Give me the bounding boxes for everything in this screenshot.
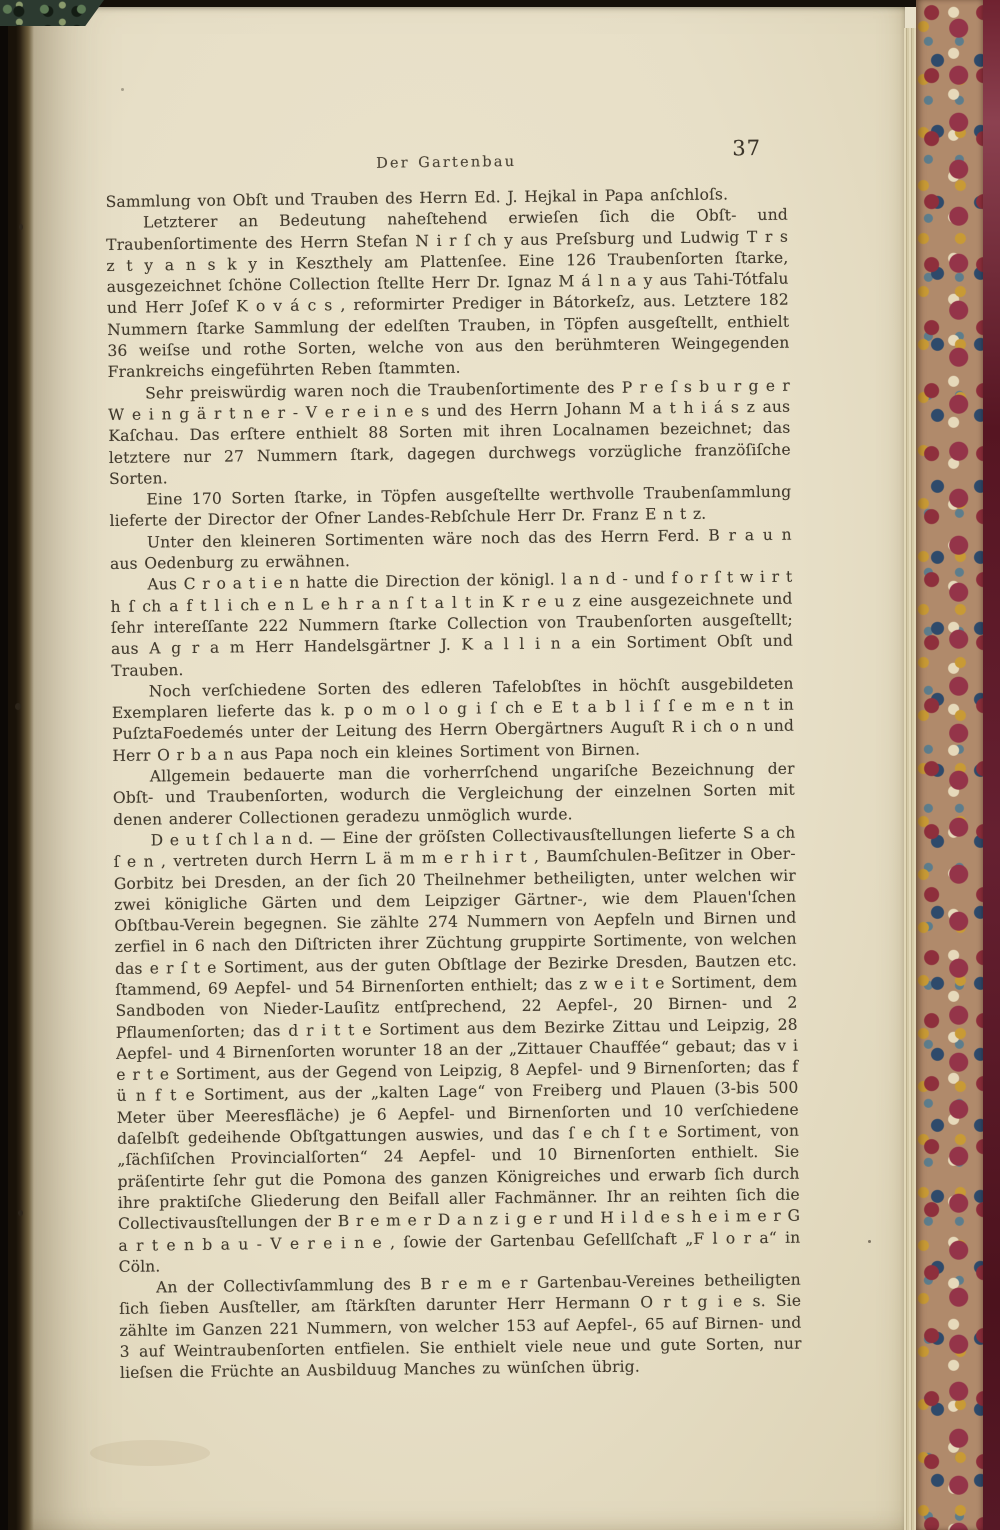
paragraph: D e u t ſ ch l a n d. — Eine der gröſsten Collectivausſtellungen lieferte S a ch ſ e n , vertreten durch Herrn L ä m m e r h i r t , Baumſchulen-Beſitzer in Ober-Gorbitz bei Dresden, an der ſich 20 Theilnehmer betheiligten, unter welchen wir zwei königliche Gärten und dem Leipziger Gärtner-, wie dem Plauen'ſchen Obſtbau-Verein begegnen. Sie zählte 274 Nummern von Aepfeln und Birnen und zerfiel in 6 nach den Diſtricten ihrer Züchtung gruppirte Sortimente, von welchen das e r ſ t e Sortiment, aus der guten Obſtlage der Bezirke Dresden, Bautzen etc. ſtammend, 69 Aepfel- und 54 Birnenſorten enthielt; das z w e i t e Sortiment, dem Sandboden von Nieder-Lauſitz entſprechend, 22 Aepfel-, 20 Birnen- und 2 Pflaumenſorten; das d r i t t e Sortiment aus dem Bezirke Zittau und Leipzig, 28 Aepfel- und 4 Birnenſorten worunter 18 an der „Zittauer Chauffée“ gebaut; das v i e r t e Sortiment, aus der Gegend von Leipzig, 8 Aepfel- und 9 Birnenſorten; das f ü n f t e Sortiment, aus der „kalten Lage“ von Freiberg und Plauen (3-bis 500 Meter über Meeresfläche) je 6 Aepfel- und Birnenſorten und 10 verſchiedene daſelbſt gedeihende Obſtgattungen auswies, und das ſ e ch ſ t e Sortiment, von „ſächſiſchen Provincialſorten“ 24 Aepfel- und 10 Birnenſorten enthielt. Sie präſentirte ſehr gut die Pomona des ganzen Königreiches und erwarb ſich durch ihre praktiſche Gliederung den Beifall aller Fachmänner. Ihr an reihten ſich die Collectivausſtellungen der B r e m e r D a n z i g e r und H i l d e s h e i m e r G a r t e n b a u - V e r e i n e , ſowie der Gartenbau Geſellſchaft „F l o r a“ in Cöln. — [113, 823, 801, 1276]
ink-speck — [15, 703, 21, 710]
ink-speck — [18, 1210, 23, 1216]
paper-stain — [90, 1440, 210, 1466]
paragraph: An der Collectivſammlung des B r e m e r Gartenbau-Vereines betheiligten ſich ſieben Ausſteller, am ſtärkſten darunter Herr Hermann O r t g i e s. Sie zählte im Ganzen 221 Nummern, von welcher 153 auf Aepfel-, 65 auf Birnen- und 3 auf Weintraubenſorten entfielen. Sie enthielt viele neue und gute Sorten, nur lieſsen die Früchte an Ausbilduug Manches zu wünſchen übrig. — [119, 1270, 802, 1383]
paragraph: Letzterer an Bedeutung naheſtehend erwieſen ſich die Obſt- und Traubenſortimente des Herrn Stefan N i r ſ ch y aus Preſsburg und Ludwig T r s z t y a n s k y in Keszthely am Plattenſee. Eine 126 Traubenſorten ſtarke, ausgezeichnet ſchöne Collection ſtellte Herr Dr. Ignaz M á l n a y aus Tahi-Tótfalu und Herr Joſef K o v á c s , reformirter Prediger in Bátorkeſz, aus. Letztere 182 Nummern ſtarke Sammlung der edelſten Trauben, in Töpfen ausgeſtellt, enthielt 36 weiſse und rothe Sorten, welche von aus den berühmteren Weingegenden Frankreichs eingeführten Reben ſtammten. — [106, 205, 790, 382]
ink-speck — [868, 1240, 871, 1243]
page-number: 37 — [732, 135, 762, 161]
page-content — [105, 135, 802, 1385]
paragraph: Aus C r o a t i e n hatte die Direction der königl. l a n d - und f o r ſ t w i r t h ſ ch a f t l i ch e n L e h r a n ſ t a l t in K r e u z eine ausgezeichnete und ſehr intereſſante 222 Nummern ſtarke Collection von Traubenſorten ausgeſtellt; aus A g r a m Herr Handelsgärtner J. K a l l i n a ein Sortiment Obſt und Trauben. — [110, 567, 794, 680]
book-spine — [0, 0, 34, 1530]
paragraph: Allgemein bedauerte man die vorherrſchend ungariſche Bezeichnung der Obſt- und Traubenſorten, wodurch die Vergleichung der einzelnen Sorten mit denen anderer Collectionen geradezu unmöglich wurde. — [112, 759, 795, 829]
back-cover-edge — [983, 0, 1000, 1530]
ink-speck — [19, 224, 23, 230]
paragraph: Sehr preiswürdig waren noch die Traubenſortimente des P r e ſ s b u r g e r W e i n g ä r t n e r - V e r e i n e s und des Herrn Johann M a t h i á s z aus Kaſchau. Das erſtere enthielt 88 Sorten mit ihren Localnamen bezeichnet; das letztere nur 27 Nummern ſtark, dagegen durchwegs vorzügliche franzöſiſche Sorten. — [108, 376, 791, 488]
paragraph: Eine 170 Sorten ſtarke, in Töpfen ausgeſtellte werthvolle Traubenſammlung lieferte der Director der Ofner Landes-Rebſchule Herr Dr. Franz E n t z. — [109, 482, 792, 531]
ink-speck — [121, 88, 124, 91]
running-header: Der Gartenbau — [376, 153, 517, 172]
paragraph: Noch verſchiedene Sorten des edleren Tafelobſtes in höchſt ausgebildeten Exemplaren lieferte das k. p o m o l o g i ſ ch e E t a b l i ſ ſ e m e n t in PuſztaFoedemés unter der Leitung des Herrn Obergärtners Auguſt R i ch o n und Herr O r b a n aus Papa noch ein kleines Sortiment von Birnen. — [111, 674, 795, 765]
paragraph: Sammlung von Obſt und Trauben des Herrn Ed. J. Hejkal in Papa anſchloſs. — [105, 185, 729, 211]
scan-top-edge — [0, 0, 930, 7]
marbled-fore-edge — [916, 0, 986, 1530]
paragraph: Unter den kleineren Sortimenten wäre noch das des Herrn Ferd. B r a u n aus Oedenburg zu erwähnen. — [109, 525, 792, 574]
